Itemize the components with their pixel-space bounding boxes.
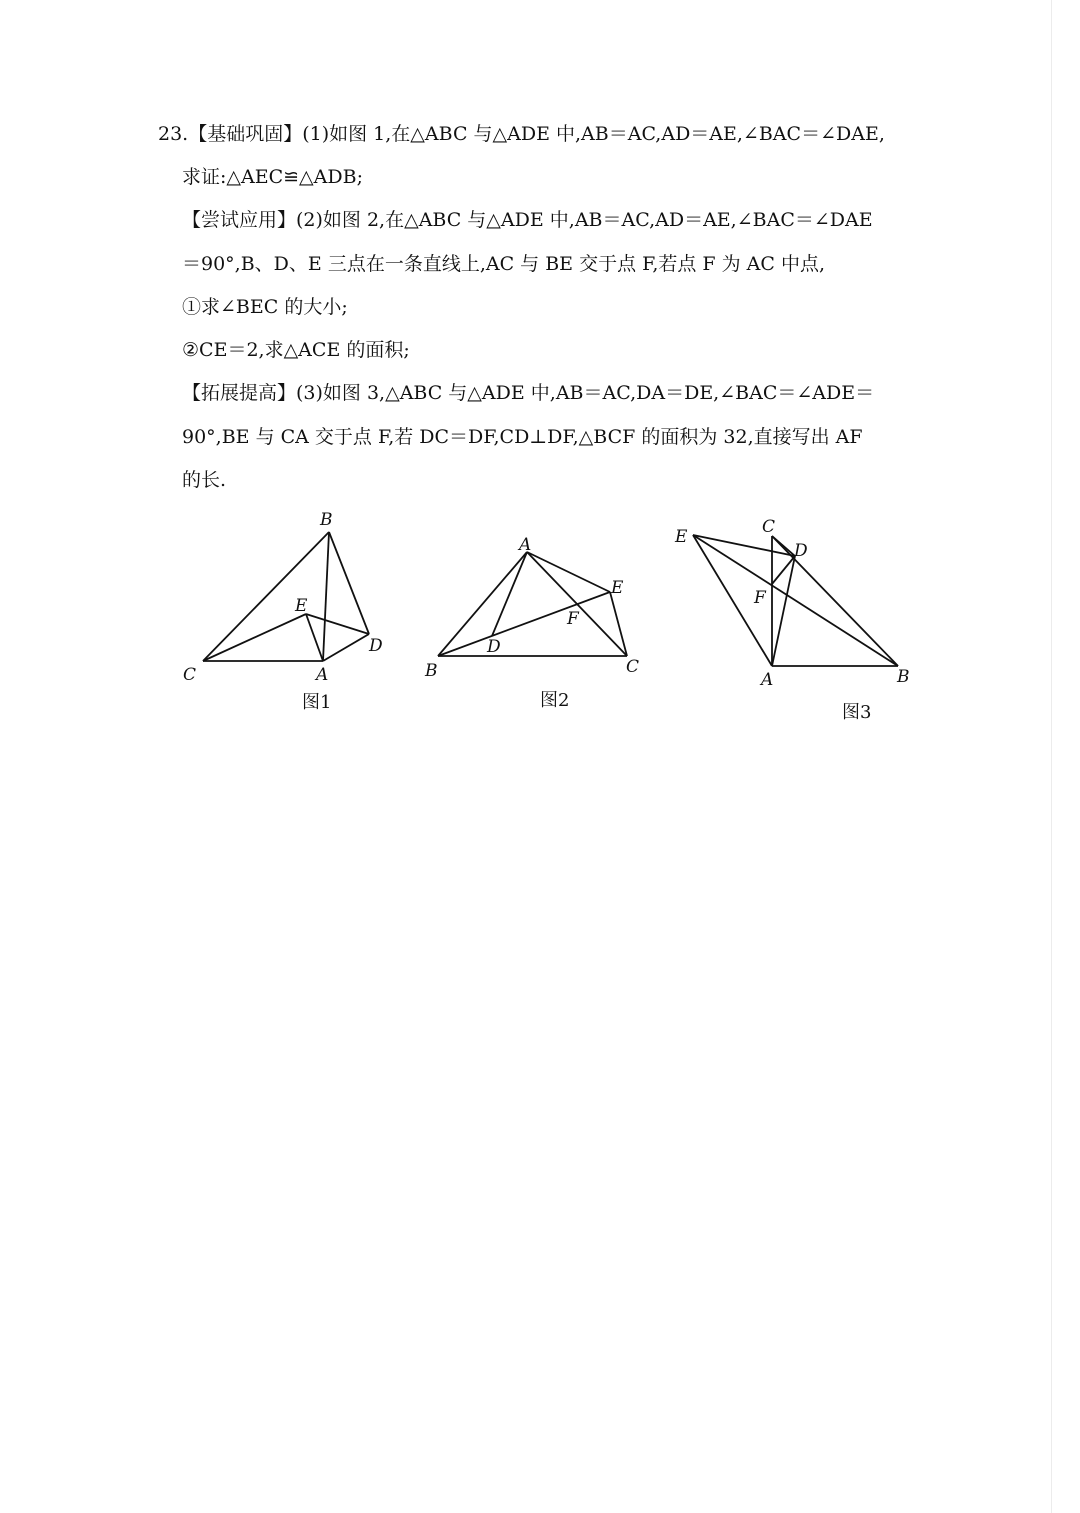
segment-BC [203,532,329,661]
label-E: E [675,527,688,547]
problem-line-7: 【拓展提高】(3)如图 3,△ABC 与△ADE 中,AB＝AC,DA＝DE,∠BAC＝∠ADE＝ [182,382,875,404]
page-edge-line [1051,0,1052,1513]
label-F: F [567,609,579,629]
figure-1-drawing [170,500,400,695]
figure-2-caption: 图2 [540,690,570,711]
label-B: B [897,667,910,687]
figure-3-caption: 图3 [842,702,872,723]
label-D: D [487,637,501,657]
figure-2-drawing [420,525,650,685]
segment-CB [772,536,898,666]
label-E: E [295,596,308,616]
label-C: C [762,517,776,537]
segment-BE [438,592,610,656]
figure-3-drawing [665,510,925,695]
segment-BA [323,532,329,661]
figure-1 [170,500,400,699]
problem-line-6: ②CE＝2,求△ACE 的面积; [182,339,410,361]
problem-line-9: 的长. [182,469,227,491]
label-D: D [794,541,808,561]
figure-3 [665,510,925,699]
label-C: C [626,657,640,677]
label-A: A [761,670,774,690]
label-E: E [611,578,624,598]
segment-CE [203,614,306,661]
label-B: B [425,661,438,681]
label-C: C [183,665,197,685]
problem-line-1: 23.【基础巩固】(1)如图 1,在△ABC 与△ADE 中,AB＝AC,AD＝AE,∠BAC＝∠DAE, [158,123,885,145]
segment-ED [306,614,369,634]
figure-1-caption: 图1 [302,692,332,713]
segment-AD [772,556,795,666]
label-B: B [320,510,333,530]
problem-line-3: 【尝试应用】(2)如图 2,在△ABC 与△ADE 中,AB＝AC,AD＝AE,∠BAC＝∠DAE [182,209,873,231]
problem-line-5: ①求∠BEC 的大小; [182,296,348,318]
segment-AE [527,552,610,592]
segment-AD [492,552,527,636]
label-F: F [754,588,766,608]
problem-line-8: 90°,BE 与 CA 交于点 F,若 DC＝DF,CD⊥DF,△BCF 的面积为 32,直接写出 AF [182,426,863,448]
label-A: A [316,665,329,685]
label-A: A [519,535,532,555]
segment-EA [306,614,323,661]
problem-line-4: ＝90°,B、D、E 三点在一条直线上,AC 与 BE 交于点 F,若点 F 为 AC 中点, [182,253,826,275]
problem-line-2: 求证:△AEC≌△ADB; [182,166,363,188]
segment-AD [323,634,369,661]
label-D: D [369,636,383,656]
figure-2 [420,525,650,689]
segment-BD [329,532,369,634]
